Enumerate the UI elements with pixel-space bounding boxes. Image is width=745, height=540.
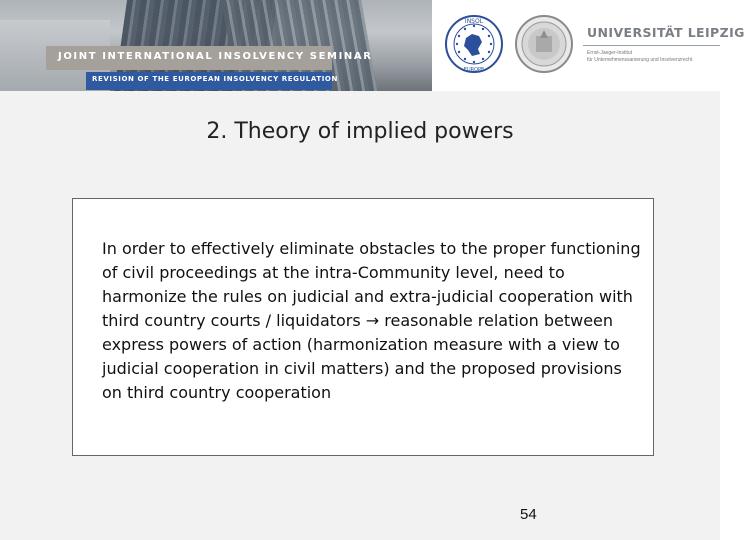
slide-body-text: In order to effectively eliminate obstacles to the proper functioning of civil proceedings at the intra-Community level, need to harmonize the rules on judicial and extra-judicial cooperation with third country courts / liquidators → reasonable relation between express powers of action (harmonization measure with a view to judicial cooperation in civil matters) and the proposed provisions on third country cooperation	[102, 239, 641, 402]
seminar-title: JOINT INTERNATIONAL INSOLVENCY SEMINAR	[58, 51, 373, 62]
insol-logo-text-bottom: EUROPE	[463, 67, 485, 73]
slide-header	[0, 0, 745, 91]
university-subtitle-line-1: Ernst-Jaeger-Institut	[587, 50, 633, 56]
university-subtitle-line-2: für Unternehmenssanierung und Insolvenzrecht	[587, 57, 693, 63]
page-number: 54	[520, 506, 537, 523]
university-divider	[583, 45, 720, 46]
slide-title: 2. Theory of implied powers	[206, 119, 514, 144]
university-seal-icon	[514, 14, 574, 74]
university-name: UNIVERSITÄT LEIPZIG	[587, 25, 745, 40]
seminar-subtitle: REVISION OF THE EUROPEAN INSOLVENCY REGULATION	[92, 75, 338, 83]
insol-logo-text-top: INSOL	[464, 18, 484, 25]
insol-europe-logo-icon	[444, 14, 504, 74]
university-subtitle	[587, 50, 692, 64]
